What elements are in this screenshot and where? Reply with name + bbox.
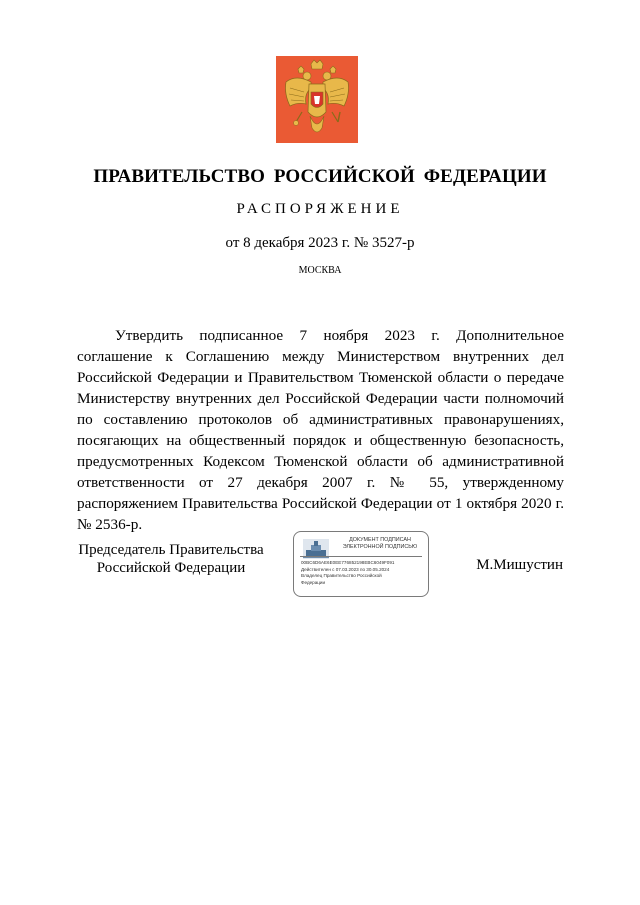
signer-position-line: Российской Федерации (96, 560, 246, 576)
order-paragraph: Утвердить подписанное 7 ноября 2023 г. Дополнительное соглашение к Соглашению между Министерством внутренних дел Российской Федерации и Правительством Тюменской области о передаче Министерству внутренних дел Российской Федерации части полномочий по составлению протоколов об административных правонарушениях, посягающих на общественный порядок и общественную безопасность, предусмотренных Кодексом Тюменской области об административной ответственности от 27 декабря 2007 г. № 55, утвержденному распоряжением Правительства Российской Федерации от 1 октября 2020 г. № 2536-р. (77, 327, 564, 533)
document-date-number: от 8 декабря 2023 г. № 3527-р (225, 235, 415, 251)
stamp-details (301, 560, 427, 586)
stamp-heading-line: ЭЛЕКТРОННОЙ ПОДПИСЬЮ (342, 544, 418, 550)
document-city: МОСКВА (298, 265, 342, 276)
russian-coat-of-arms-icon (276, 56, 358, 143)
stamp-heading-line: ДОКУМЕНТ ПОДПИСАН (349, 537, 411, 543)
stamp-owner: Владелец Правительство Российской (301, 573, 382, 578)
stamp-owner: Федерации (301, 579, 326, 585)
coat-of-arms-emblem (276, 56, 358, 143)
stamp-validity: Действителен с 07.03.2023 по 30.05.2024 (301, 566, 390, 572)
stamp-certificate: 00BC6D6AE6E0EE776852198EBC6049F091 (301, 560, 395, 565)
signer-name: М.Мишустин (476, 557, 563, 573)
stamp-divider (300, 556, 422, 557)
page-title: ПРАВИТЕЛЬСТВО РОССИЙСКОЙ ФЕДЕРАЦИИ (93, 166, 547, 187)
signer-position-line: Председатель Правительства (78, 542, 264, 558)
document-type: РАСПОРЯЖЕНИЕ (236, 201, 404, 217)
electronic-signature-stamp (293, 531, 429, 597)
stamp-heading (334, 537, 426, 551)
signer-position (66, 541, 276, 577)
